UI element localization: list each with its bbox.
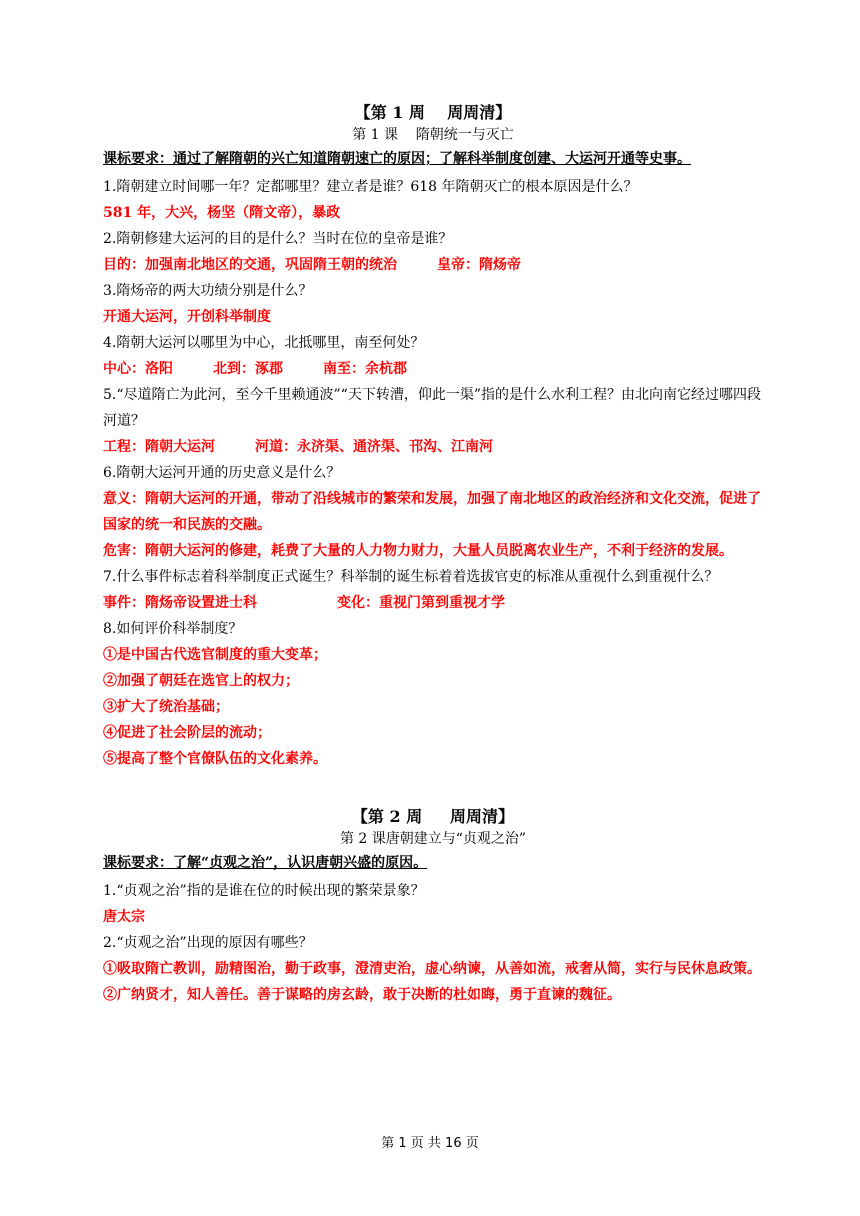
question-text: 2.“贞观之治”出现的原因有哪些？: [103, 935, 313, 951]
section-gap: [103, 772, 763, 806]
question-text: 1.隋朝建立时间哪一年？定都哪里？建立者是谁？618 年隋朝灭亡的根本原因是什么？: [103, 179, 638, 195]
answer-text: [103, 720, 763, 746]
document-content: [103, 102, 763, 1008]
answer-text: [103, 486, 763, 538]
answer-text: [103, 746, 763, 772]
answer-segment: 意义：隋朝大运河的开通，带动了沿线城市的繁荣和发展，加强了南北地区的政治经济和文化交流，促进了国家的统一和民族的交融。: [103, 491, 761, 533]
question-text: 7.什么事件标志着科举制度正式诞生？科举制的诞生标着着选拔官吏的标准从重视什么到重视什么？: [103, 569, 719, 585]
answer-segment: 皇帝：隋炀帝: [437, 257, 521, 273]
question-text: 4.隋朝大运河以哪里为中心，北抵哪里，南至何处？: [103, 335, 425, 351]
page-footer: 第 1 页 共 16 页: [381, 1136, 479, 1151]
answer-text: [103, 956, 763, 982]
answer-text: [103, 642, 763, 668]
week2-questions: [103, 878, 763, 1008]
answer-segment: 中心：洛阳: [103, 361, 173, 377]
answer-text: [103, 252, 763, 278]
answer-text: [103, 200, 763, 226]
week1-title: 【第 1 周 周周清】: [354, 103, 512, 122]
week2-lesson-title: 第 2 课唐朝建立与“贞观之治”: [339, 831, 527, 847]
answer-segment: 北到：涿郡: [213, 361, 283, 377]
answer-segment: ④促进了社会阶层的流动；: [103, 725, 271, 741]
answer-segment: 唐太宗: [103, 909, 145, 925]
week2-section: [103, 806, 763, 1008]
answer-segment: ②加强了朝廷在选官上的权力；: [103, 673, 299, 689]
question-text: 1.“贞观之治”指的是谁在位的时候出现的繁荣景象？: [103, 883, 425, 899]
week1-questions: [103, 174, 763, 772]
question-text: 6.隋朝大运河开通的历史意义是什么？: [103, 465, 341, 481]
question-text: 5.“尽道隋亡为此河，至今千里赖通波”“天下转漕，仰此一渠”指的是什么水利工程？由北向南它经过哪四段河道？: [103, 387, 761, 429]
answer-text: [103, 904, 763, 930]
answer-text: [103, 538, 763, 564]
week2-requirement: 课标要求：了解“贞观之治”，认识唐朝兴盛的原因。: [103, 855, 428, 871]
answer-text: [103, 982, 763, 1008]
answer-text: [103, 434, 763, 460]
answer-segment: ⑤提高了整个官僚队伍的文化素养。: [103, 751, 327, 767]
answer-segment: 变化：重视门第到重视才学: [337, 595, 505, 611]
week1-section: [103, 102, 763, 772]
answer-segment: 目的：加强南北地区的交通，巩固隋王朝的统治: [103, 257, 397, 273]
question-text: 3.隋炀帝的两大功绩分别是什么？: [103, 283, 313, 299]
answer-text: [103, 304, 763, 330]
answer-segment: 南至：余杭郡: [323, 361, 407, 377]
week1-lesson-title: 第 1 课 隋朝统一与灭亡: [352, 127, 514, 143]
question-text: 2.隋朝修建大运河的目的是什么？当时在位的皇帝是谁？: [103, 231, 453, 247]
week1-requirement: 课标要求：通过了解隋朝的兴亡知道隋朝速亡的原因；了解科举制度创建、大运河开通等史事。: [103, 151, 691, 167]
answer-segment: ①吸取隋亡教训，励精图治，勤于政事，澄清吏治，虚心纳谏，从善如流，戒奢从简，实行与民休息政策。: [103, 961, 761, 977]
answer-segment: 开通大运河，开创科举制度: [103, 309, 271, 325]
week2-title: 【第 2 周 周周清】: [351, 807, 515, 826]
question-text: 8.如何评价科举制度？: [103, 621, 243, 637]
answer-text: [103, 590, 763, 616]
answer-segment: ①是中国古代选官制度的重大变革；: [103, 647, 327, 663]
answer-segment: 工程：隋朝大运河: [103, 439, 215, 455]
answer-segment: ②广纳贤才，知人善任。善于谋略的房玄龄，敢于决断的杜如晦，勇于直谏的魏征。: [103, 987, 621, 1003]
answer-text: [103, 694, 763, 720]
answer-text: [103, 356, 763, 382]
answer-segment: 河道：永济渠、通济渠、邗沟、江南河: [255, 439, 493, 455]
answer-segment: ③扩大了统治基础；: [103, 699, 229, 715]
answer-segment: 581 年，大兴，杨坚（隋文帝），暴政: [103, 205, 341, 221]
answer-segment: 危害：隋朝大运河的修建，耗费了大量的人力物力财力，大量人员脱离农业生产，不利于经济的发展。: [103, 543, 733, 559]
answer-segment: 事件：隋炀帝设置进士科: [103, 595, 257, 611]
answer-text: [103, 668, 763, 694]
